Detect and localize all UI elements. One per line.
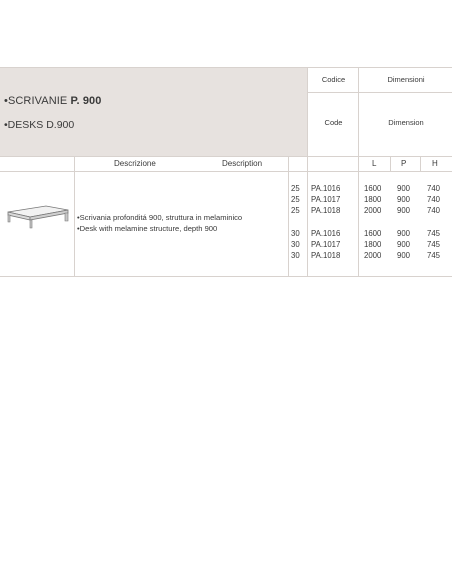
title-block <box>0 68 307 156</box>
depth-cell: 900 <box>397 251 411 260</box>
product-row <box>0 172 452 277</box>
depth-cell: 900 <box>397 240 411 249</box>
divider <box>358 157 359 171</box>
quantity-cell: 30 <box>291 240 300 249</box>
height-cell: 740 <box>427 206 441 215</box>
table-row <box>0 183 452 194</box>
height-cell: 740 <box>427 184 441 193</box>
divider <box>74 157 75 171</box>
length-cell: 1600 <box>364 229 382 238</box>
title-italian-bold: P. 900 <box>70 95 102 107</box>
depth-cell: 900 <box>397 206 411 215</box>
height-cell: 745 <box>427 240 441 249</box>
table-row <box>0 205 452 216</box>
length-cell: 1600 <box>364 184 382 193</box>
table-header <box>0 67 452 157</box>
depth-label: P <box>401 159 407 168</box>
quantity-cell: 25 <box>291 184 300 193</box>
quantity-cell: 30 <box>291 229 300 238</box>
depth-cell: 900 <box>397 195 411 204</box>
depth-cell: 900 <box>397 229 411 238</box>
table-row <box>0 228 452 239</box>
divider <box>420 157 421 171</box>
length-cell: 1800 <box>364 240 382 249</box>
quantity-cell: 25 <box>291 195 300 204</box>
title-english: •DESKS D.900 <box>4 119 75 131</box>
description-italian: •Scrivania profonditá 900, struttura in melaminico <box>77 213 243 222</box>
table-row <box>0 194 452 205</box>
description-english: •Desk with melamine structure, depth 900 <box>77 224 218 233</box>
length-cell: 1800 <box>364 195 382 204</box>
quantity-cell: 30 <box>291 251 300 260</box>
code-cell: PA.1018 <box>311 206 341 215</box>
code-cell: PA.1018 <box>311 251 341 260</box>
height-cell: 740 <box>427 195 441 204</box>
description-label: Description <box>222 159 263 168</box>
quantity-cell: 25 <box>291 206 300 215</box>
code-cell: PA.1016 <box>311 184 341 193</box>
height-cell: 745 <box>427 251 441 260</box>
height-cell: 745 <box>427 229 441 238</box>
descrizione-label: Descrizione <box>114 159 156 168</box>
height-label: H <box>432 159 438 168</box>
code-column-header <box>307 68 359 156</box>
codice-label: Codice <box>308 68 359 93</box>
price-list-sheet <box>0 67 452 277</box>
table-row <box>0 250 452 261</box>
length-cell: 2000 <box>364 206 382 215</box>
title-italian: •SCRIVANIE P. 900 <box>4 95 102 107</box>
dimension-label: Dimension <box>388 118 424 127</box>
code-cell: PA.1017 <box>311 195 341 204</box>
divider <box>307 157 308 171</box>
code-cell: PA.1016 <box>311 229 341 238</box>
code-cell: PA.1017 <box>311 240 341 249</box>
table-row <box>0 239 452 250</box>
dimension-column-header <box>358 68 452 156</box>
depth-cell: 900 <box>397 184 411 193</box>
length-label: L <box>372 159 377 168</box>
divider <box>390 157 391 171</box>
sub-header <box>0 157 452 172</box>
dimensioni-label: Dimensioni <box>359 68 452 93</box>
length-cell: 2000 <box>364 251 382 260</box>
divider <box>288 157 289 171</box>
code-label: Code <box>324 118 343 127</box>
